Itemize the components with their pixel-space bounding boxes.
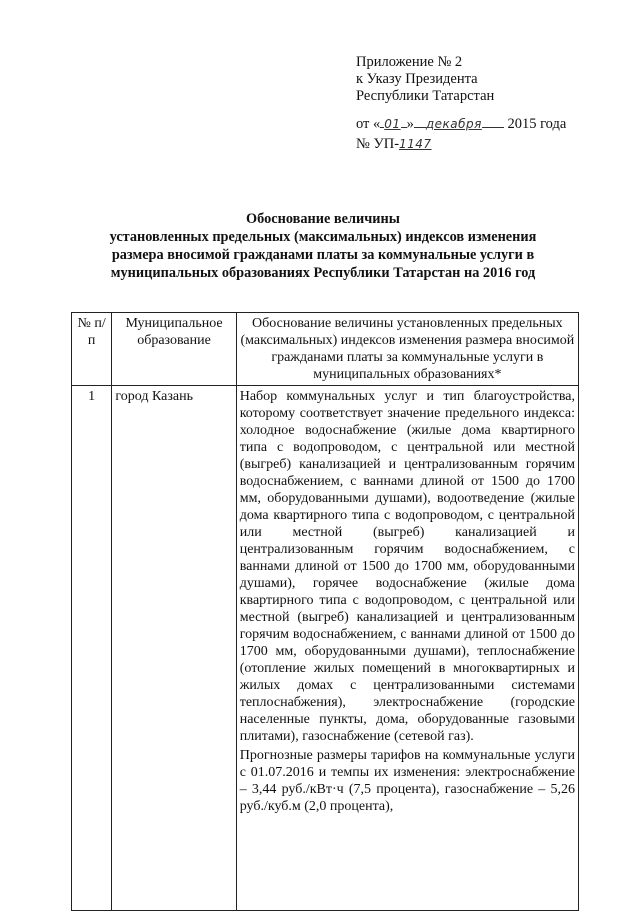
justification-table <box>71 312 579 911</box>
appendix-decree-ref: к Указу Президента <box>356 71 478 87</box>
header-municipality: Муниципальное образование <box>112 313 236 386</box>
justification-paragraph-1: Набор коммунальных услуг и тип благоустройства, которому соответствует значение предельного индекса: холодное водоснабжение (жилые дома квартирного типа с водопроводом, с центральной или местной (выгреб) канализацией и централизованным горячим водоснабжением, с ваннами длиной от 1500 до 1700 мм, оборудованными душами), водоотведение (жилые дома квартирного типа с водопроводом, с центральной или местной (выгреб) канализацией и централизованным горячим водоснабжением, с ваннами длиной от 1500 до 1700 мм, оборудованными душами), горячее водоснабжение (жилые дома квартирного типа с водопроводом, с центральной или местной (выгреб) канализацией и централизованным горячим водоснабжением, с ваннами длиной от 1500 до 1700 мм, оборудованными душами), теплоснабжение (отопление жилых помещений в многоквартирных и жилых домах с централизованными системами теплоснабжения), электроснабжение (городские населенные пункты, дома, оборудованные газовыми плитами), газоснабжение (сетевой газ). <box>239 389 575 744</box>
justification-paragraph-2: Прогнозные размеры тарифов на коммунальные услуги с 01.07.2016 и темпы их изменения: электроснабжение – 3,44 руб./кВт·ч (7,5 процента), газоснабжение – 5,26 руб./куб.м (2,0 процента), <box>239 748 575 814</box>
appendix-republic: Республики Татарстан <box>356 88 495 104</box>
row-num: 1 <box>72 386 112 911</box>
appendix-header <box>356 54 626 153</box>
title-line-1: Обоснование величины <box>246 211 400 227</box>
date-day: 01 <box>384 117 401 131</box>
header-num: № п/п <box>72 313 112 386</box>
date-mid: » <box>406 116 414 132</box>
decree-date <box>356 115 626 133</box>
row-justification <box>236 386 578 911</box>
title-line-4: муниципальных образованиях Республики Татарстан на 2016 год <box>110 265 536 281</box>
number-prefix: № УП- <box>356 136 400 152</box>
table-row <box>72 386 579 911</box>
appendix-number: Приложение № 2 <box>356 54 463 70</box>
date-month: декабря <box>425 117 482 131</box>
title-line-3: размера вносимой гражданами платы за коммунальные услуги в <box>111 247 535 263</box>
date-year: 2015 года <box>507 116 567 132</box>
decree-number <box>356 136 626 153</box>
row-municipality: город Казань <box>112 386 236 911</box>
title-line-2: установленных предельных (максимальных) индексов изменения <box>109 229 537 245</box>
date-prefix: от « <box>356 116 381 132</box>
document-title <box>85 210 561 282</box>
table-header-row <box>72 313 579 386</box>
number-value: 1147 <box>399 137 432 151</box>
header-justification: Обоснование величины установленных предельных (максимальных) индексов изменения размера вносимой гражданами платы за коммунальные услуги в муниципальных образованиях* <box>236 313 578 386</box>
